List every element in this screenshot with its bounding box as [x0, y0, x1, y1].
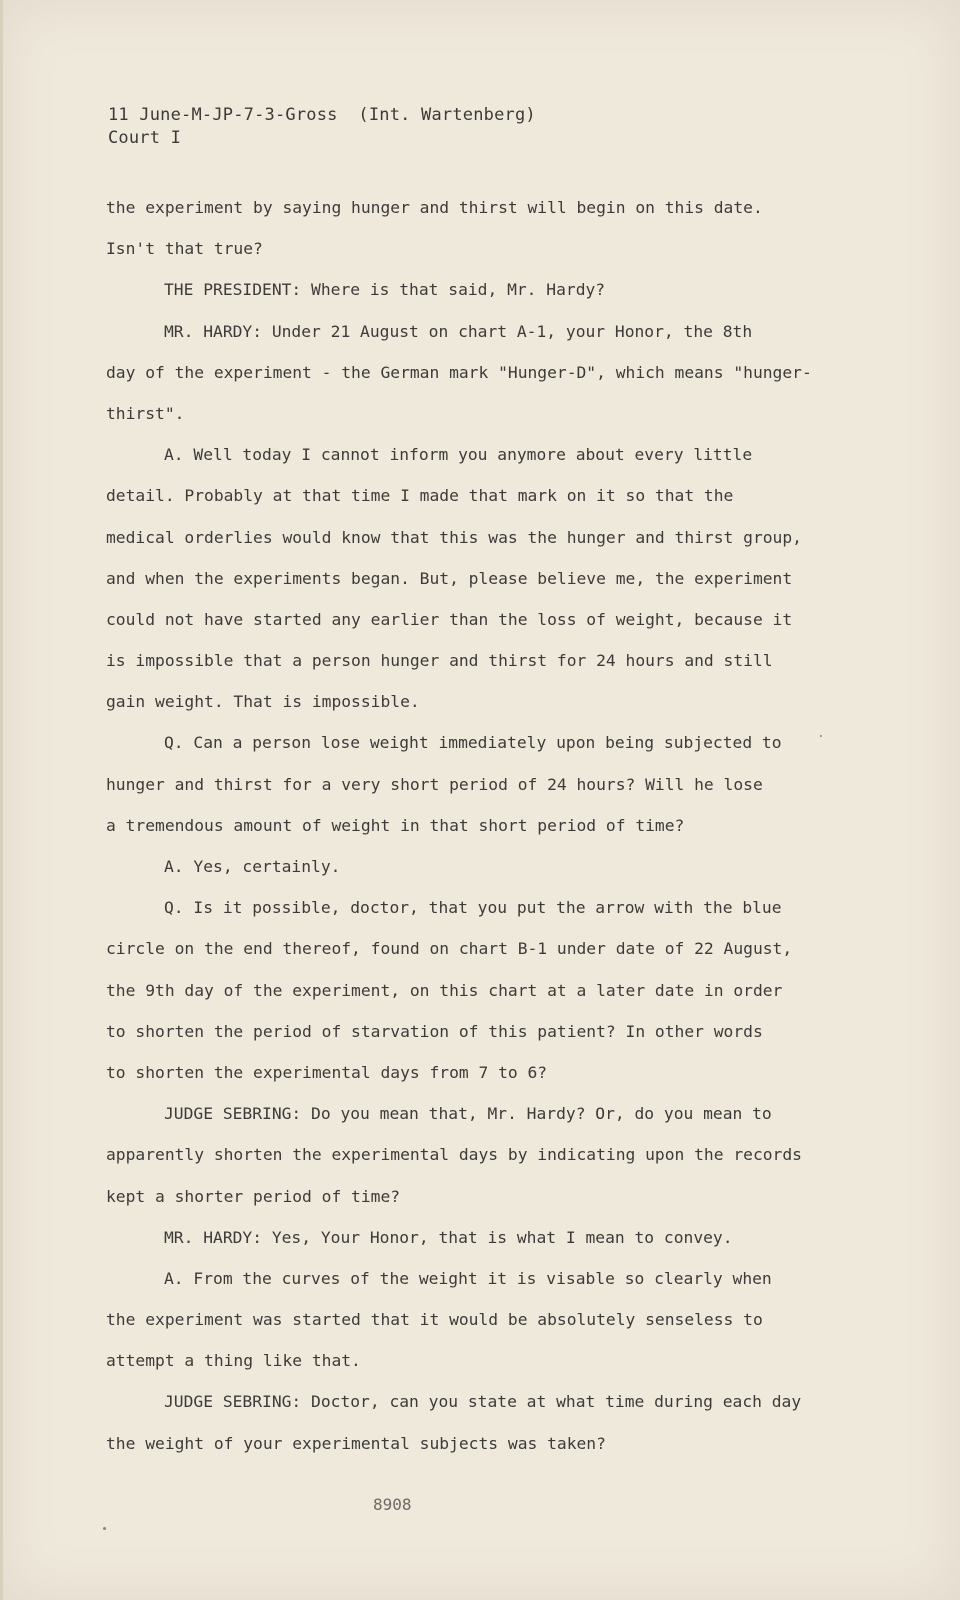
paper-speck — [820, 735, 822, 737]
transcript-line: attempt a thing like that. — [106, 1351, 361, 1371]
transcript-paragraph — [106, 269, 846, 310]
document-header — [108, 104, 536, 150]
transcript-line: MR. HARDY: Yes, Your Honor, that is what I mean to convey. — [164, 1227, 733, 1247]
transcript-line: a tremendous amount of weight in that short period of time? — [106, 815, 685, 835]
transcript-line: to shorten the experimental days from 7 to 6? — [106, 1062, 548, 1082]
transcript-line: is impossible that a person hunger and thirst for 24 hours and still — [106, 651, 773, 671]
transcript-paragraph — [106, 1381, 846, 1463]
transcript-line: A. Well today I cannot inform you anymore about every little — [164, 445, 753, 465]
transcript-line: day of the experiment - the German mark "Hunger-D", which means "hunger- — [106, 362, 812, 382]
transcript-line: Isn't that true? — [106, 239, 263, 259]
transcript-line: Q. Is it possible, doctor, that you put the arrow with the blue — [164, 898, 782, 918]
transcript-paragraph — [106, 1258, 846, 1382]
transcript-paragraph — [106, 434, 846, 722]
transcript-paragraph — [106, 187, 846, 269]
transcript-paragraph — [106, 887, 846, 1093]
transcript-paragraph — [106, 722, 846, 846]
page-edge — [0, 0, 3, 1600]
transcript-line: to shorten the period of starvation of this patient? In other words — [106, 1021, 763, 1041]
transcript-line: gain weight. That is impossible. — [106, 692, 420, 712]
header-court-line: Court I — [108, 128, 182, 148]
transcript-line: circle on the end thereof, found on chart B-1 under date of 22 August, — [106, 939, 793, 959]
page-number: 8908 — [373, 1495, 412, 1514]
transcript-body — [106, 187, 846, 1464]
transcript-line: the 9th day of the experiment, on this chart at a later date in order — [106, 980, 783, 1000]
paper-speck — [103, 1527, 106, 1530]
transcript-paragraph — [106, 1217, 846, 1258]
transcript-line: the weight of your experimental subjects was taken? — [106, 1433, 606, 1453]
transcript-line: Q. Can a person lose weight immediately upon being subjected to — [164, 733, 782, 753]
transcript-line: THE PRESIDENT: Where is that said, Mr. Hardy? — [164, 280, 606, 300]
transcript-line: hunger and thirst for a very short period of 24 hours? Will he lose — [106, 774, 763, 794]
transcript-line: the experiment was started that it would be absolutely senseless to — [106, 1310, 763, 1330]
transcript-paragraph — [106, 311, 846, 435]
transcript-line: and when the experiments began. But, please believe me, the experiment — [106, 568, 793, 588]
transcript-line: JUDGE SEBRING: Doctor, can you state at what time during each day — [164, 1392, 802, 1412]
transcript-line: apparently shorten the experimental days by indicating upon the records — [106, 1145, 802, 1165]
transcript-line: MR. HARDY: Under 21 August on chart A-1, your Honor, the 8th — [164, 321, 753, 341]
transcript-line: medical orderlies would know that this was the hunger and thirst group, — [106, 527, 802, 547]
transcript-line: detail. Probably at that time I made that mark on it so that the — [106, 486, 734, 506]
transcript-paragraph — [106, 846, 846, 887]
transcript-line: thirst". — [106, 403, 185, 423]
transcript-paragraph — [106, 1093, 846, 1217]
transcript-line: the experiment by saying hunger and thirst will begin on this date. — [106, 198, 763, 217]
transcript-line: JUDGE SEBRING: Do you mean that, Mr. Hardy? Or, do you mean to — [164, 1104, 772, 1124]
transcript-line: could not have started any earlier than the loss of weight, because it — [106, 609, 793, 629]
transcript-line: A. From the curves of the weight it is visable so clearly when — [164, 1268, 772, 1288]
transcript-line: kept a shorter period of time? — [106, 1186, 401, 1206]
header-session-line: 11 June-M-JP-7-3-Gross (Int. Wartenberg) — [108, 105, 536, 125]
transcript-line: A. Yes, certainly. — [164, 857, 341, 876]
